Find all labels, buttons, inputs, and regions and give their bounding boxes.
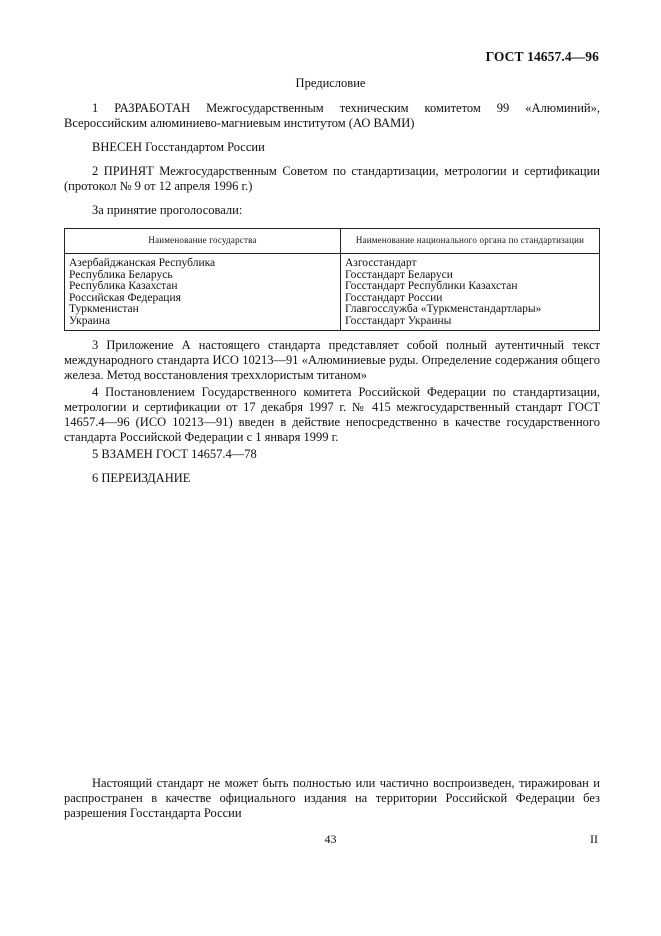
paragraph-annex-a: 3 Приложение А настоящего стандарта представляет собой полный аутентичный текст международного стандарта ИСО 10213—91 «Алюминиевые руды. Определение содержания общего железа. Метод восстановления треххлористым титаном» <box>64 338 600 382</box>
document-code: ГОСТ 14657.4—96 <box>485 49 599 64</box>
paragraph-resolution: 4 Постановлением Государственного комитета Российской Федерации по стандартизации, метрологии и сертификации от 17 декабря 1997 г. № 415 межгосударственный стандарт ГОСТ 14657.4—96 (ИСО 10213—91) введен в действие непосредственно в качестве государственного стандарта Российской Федерации с 1 января 1999 г. <box>64 385 600 444</box>
paragraph-developed-by: 1 РАЗРАБОТАН Межгосударственным техническим комитетом 99 «Алюминий», Всероссийским алюминиево-магниевым институтом (АО ВАМИ) <box>64 101 600 130</box>
copyright-notice: Настоящий стандарт не может быть полностью или частично воспроизведен, тиражирован и распространен в качестве официального издания на территории Российской Федерации без разрешения Госстандарта России <box>64 776 600 820</box>
bodies-cell <box>341 254 600 331</box>
standards-body-name: Госстандарт Беларуси <box>345 268 453 281</box>
standards-body-name: Главгосслужба «Туркменстандартлары» <box>345 303 542 316</box>
standards-body-name: Госстандарт Украины <box>345 314 452 327</box>
table-row <box>65 254 600 331</box>
page-number: 43 <box>324 832 337 846</box>
country-name: Российская Федерация <box>69 291 181 304</box>
table-header-state: Наименование государства <box>65 229 341 254</box>
country-name: Украина <box>69 314 110 327</box>
standards-body-name: Госстандарт России <box>345 291 443 304</box>
table-header-row <box>65 229 600 254</box>
paragraph-reissue: 6 ПЕРЕИЗДАНИЕ <box>92 471 191 485</box>
paragraph-replaces: 5 ВЗАМЕН ГОСТ 14657.4—78 <box>92 447 257 461</box>
country-name: Туркменистан <box>69 303 139 316</box>
country-name: Республика Казахстан <box>69 280 178 293</box>
page-roman-numeral: II <box>590 832 598 846</box>
standards-body-name: Азгосстандарт <box>345 257 417 269</box>
paragraph-introduced-by: ВНЕСЕН Госстандартом России <box>92 140 265 154</box>
countries-cell <box>65 254 341 331</box>
paragraph-voted-for: За принятие проголосовали: <box>92 203 243 217</box>
page-title: Предисловие <box>295 76 366 90</box>
country-name: Республика Беларусь <box>69 268 173 281</box>
voting-table <box>64 228 600 331</box>
standards-body-name: Госстандарт Республики Казахстан <box>345 280 518 293</box>
country-name: Азербайджанская Республика <box>69 257 216 269</box>
table-header-national-body: Наименование национального органа по стандартизации <box>341 229 600 254</box>
paragraph-adopted-by: 2 ПРИНЯТ Межгосударственным Советом по стандартизации, метрологии и сертификации (протокол № 9 от 12 апреля 1996 г.) <box>64 164 600 193</box>
